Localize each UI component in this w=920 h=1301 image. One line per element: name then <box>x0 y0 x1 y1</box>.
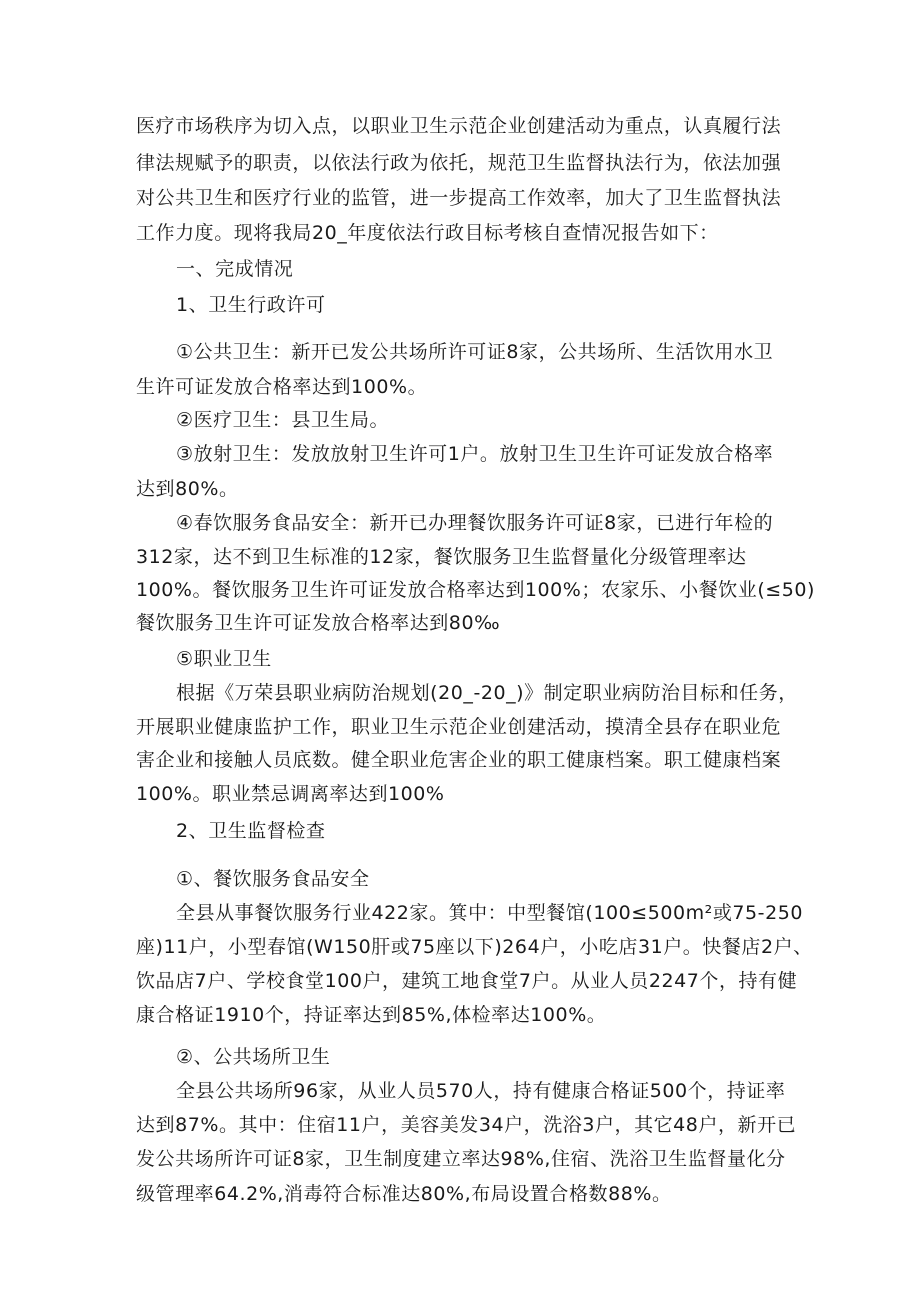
paragraph-line: 级管理率64.2%,消毒符合标准达80%,布局设置合格数88%。 <box>136 1183 672 1205</box>
paragraph-line: 律法规赋予的职责，以依法行政为依托，规范卫生监督执法行为，依法加强 <box>136 152 782 174</box>
paragraph-line: 餐饮服务卫生许可证发放合格率达到80‰ <box>136 612 501 634</box>
paragraph-line: 康合格证1910个，持证率达到85%,体检率达100%。 <box>136 1004 607 1026</box>
paragraph-line: 达到80%。 <box>136 478 239 500</box>
paragraph-line: 对公共卫生和医疗行业的监管，进一步提高工作效率，加大了卫生监督执法 <box>136 187 782 209</box>
paragraph-line: 发公共场所许可证8家，卫生制度建立率达98%,住宿、洗浴卫生监督量化分 <box>136 1148 786 1170</box>
list-item: ⑤职业卫生 <box>176 648 272 670</box>
list-item: ①、餐饮服务食品安全 <box>176 868 370 890</box>
paragraph-line: 害企业和接触人员底数。健全职业危害企业的职工健康档案。职工健康档案 <box>136 749 782 771</box>
paragraph-line: 100%。餐饮服务卫生许可证发放合格率达到100%；农家乐、小餐饮业(≤50) <box>136 579 816 601</box>
list-item: ②医疗卫生：县卫生局。 <box>176 409 390 431</box>
subsection-heading: 2、卫生监督检查 <box>176 820 326 842</box>
list-item: ④春饮服务食品安全：新开已办理餐饮服务许可证8家，已进行年检的 <box>176 512 774 534</box>
paragraph-line: 达到87%。其中：住宿11户，美容美发34户，洗浴3户，其它48户，新开已 <box>136 1114 797 1136</box>
paragraph-line: 医疗市场秩序为切入点，以职业卫生示范企业创建活动为重点，认真履行法 <box>136 115 782 137</box>
list-item: ①公共卫生：新开已发公共场所许可证8家，公共场所、生活饮用水卫 <box>176 341 774 363</box>
paragraph-line: 生许可证发放合格率达到100%。 <box>136 376 428 398</box>
paragraph-line: 100%。职业禁忌调离率达到100% <box>136 783 445 805</box>
section-heading: 一、完成情况 <box>176 258 294 280</box>
paragraph-line: 开展职业健康监护工作，职业卫生示范企业创建活动，摸清全县存在职业危 <box>136 716 782 738</box>
subsection-heading: 1、卫生行政许可 <box>176 294 326 316</box>
list-item: ③放射卫生：发放放射卫生许可1户。放射卫生卫生许可证发放合格率 <box>176 443 774 465</box>
paragraph-line: 全县从事餐饮服务行业422家。箕中：中型餐馆(100≤500m²或75-250 <box>176 902 804 924</box>
paragraph-line: 312家，达不到卫生标准的12家，餐饮服务卫生监督量化分级管理率达 <box>136 546 747 568</box>
paragraph-line: 饮品店7户、学校食堂100户，建筑工地食堂7户。从业人员2247个，持有健 <box>136 970 798 992</box>
paragraph-line: 工作力度。现将我局20_年度依法行政目标考核自查情况报告如下： <box>136 222 719 244</box>
paragraph-line: 根据《万荣县职业病防治规划(20_-20_)》制定职业病防治目标和任务， <box>176 682 798 704</box>
list-item: ②、公共场所卫生 <box>176 1046 331 1068</box>
paragraph-line: 座)11户，小型春馆(W150肝或75座以下)264户，小吃店31户。快餐店2户、 <box>136 936 813 958</box>
paragraph-line: 全县公共场所96家，从业人员570人，持有健康合格证500个，持证率 <box>176 1080 786 1102</box>
